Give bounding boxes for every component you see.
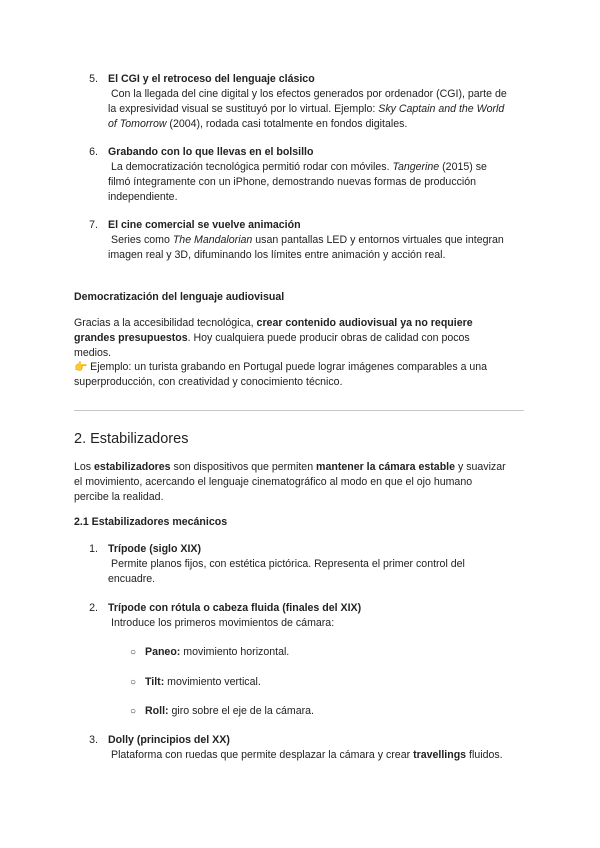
list-item-text: independiente. <box>108 191 178 203</box>
list-item-title: Grabando con lo que llevas en el bolsillo <box>108 146 314 158</box>
bullet-item: Paneo: movimiento horizontal. <box>145 646 290 658</box>
bullet-item: Tilt: movimiento vertical. <box>145 676 261 688</box>
list-item-text: Plataforma con ruedas que permite desplazar la cámara y crear travellings fluidos. <box>111 749 503 761</box>
paragraph-line: Los estabilizadores son dispositivos que permiten mantener la cámara estable y suavizar <box>74 461 506 473</box>
list-item-text: Permite planos fijos, con estética pictórica. Representa el primer control del <box>111 558 465 570</box>
subsection-heading: 2.1 Estabilizadores mecánicos <box>74 516 228 528</box>
paragraph-line: Gracias a la accesibilidad tecnológica, crear contenido audiovisual ya no requiere <box>74 317 473 329</box>
list-number: 2. <box>89 602 98 614</box>
list-item-text: Series como The Mandalorian usan pantallas LED y entornos virtuales que integran <box>111 234 504 246</box>
list-item-title: Trípode con rótula o cabeza fluida (finales del XIX) <box>108 602 362 614</box>
list-number: 5. <box>89 73 98 85</box>
paragraph-line: superproducción, con creatividad y conocimiento técnico. <box>74 376 343 388</box>
list-item-text: encuadre. <box>108 573 156 585</box>
bullet-circle-icon: ○ <box>130 647 137 658</box>
list-number: 7. <box>89 219 98 231</box>
pointing-hand-icon: 👉 <box>74 361 88 373</box>
list-number: 3. <box>89 734 98 746</box>
section-title: 2. Estabilizadores <box>74 431 189 447</box>
list-item-title: Dolly (principios del XX) <box>108 734 230 746</box>
list-number: 1. <box>89 543 98 555</box>
paragraph-line: grandes presupuestos. Hoy cualquiera puede producir obras de calidad con pocos <box>74 332 470 344</box>
bullet-circle-icon: ○ <box>130 677 137 688</box>
list-item-text: imagen real y 3D, difuminando los límites entre animación y acción real. <box>108 249 446 261</box>
paragraph-line: 👉 Ejemplo: un turista grabando en Portugal puede lograr imágenes comparables a una <box>74 361 488 373</box>
list-item-title: Trípode (siglo XIX) <box>108 543 201 555</box>
paragraph-line: percibe la realidad. <box>74 491 164 503</box>
list-item-text: La democratización tecnológica permitió rodar con móviles. Tangerine (2015) se <box>111 161 487 173</box>
list-item-text: filmó íntegramente con un iPhone, demostrando nuevas formas de producción <box>108 176 477 188</box>
horizontal-divider <box>74 410 524 411</box>
bullet-circle-icon: ○ <box>130 706 137 717</box>
list-item-title: El cine comercial se vuelve animación <box>108 219 301 231</box>
list-item-text: Con la llegada del cine digital y los efectos generados por ordenador (CGI), parte de <box>111 88 507 100</box>
list-item-text: of Tomorrow (2004), rodada casi totalmente en fondos digitales. <box>108 118 408 130</box>
list-number: 6. <box>89 146 98 158</box>
list-item-title: El CGI y el retroceso del lenguaje clásico <box>108 73 315 85</box>
section-heading: Democratización del lenguaje audiovisual <box>74 291 285 303</box>
list-item-text: la expresividad visual se sustituyó por lo virtual. Ejemplo: Sky Captain and the World <box>108 103 505 115</box>
bullet-item: Roll: giro sobre el eje de la cámara. <box>145 705 314 717</box>
list-item-text: Introduce los primeros movimientos de cámara: <box>111 617 335 629</box>
paragraph-line: el movimiento, acercando el lenguaje cinematográfico al modo en que el ojo humano <box>74 476 473 488</box>
paragraph-line: medios. <box>74 347 112 359</box>
